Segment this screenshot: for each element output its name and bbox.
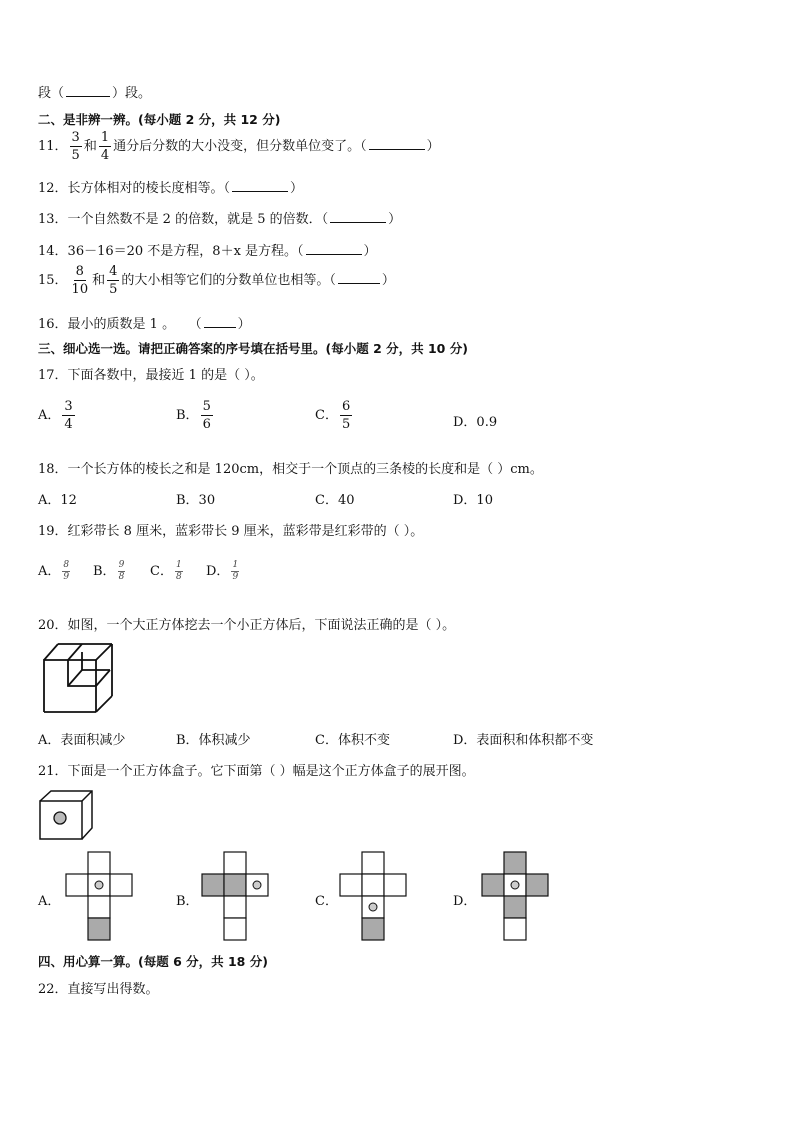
q20-option-b[interactable]: B．体积减少 [176,733,251,748]
net-option-d[interactable] [480,851,552,943]
continued-line: 段（ ）段。 [38,86,152,101]
q21-option-b-label[interactable]: B． [176,894,199,909]
cube-with-cutout-figure [38,640,120,716]
question-13: 13．一个自然数不是 2 的倍数，就是 5 的倍数．（ ） [38,212,402,227]
fraction: $\frac{1}{4}$ [100,130,110,163]
question-19: 19．红彩带长 8 厘米，蓝彩带长 9 厘米，蓝彩带是红彩带的（ ）。 [38,524,424,539]
q18-option-b[interactable]: B．30 [176,493,216,508]
net-option-b[interactable] [200,851,272,943]
q21-option-d-label[interactable]: D． [453,894,477,909]
q18-option-d[interactable]: D．10 [453,493,493,508]
q18-option-a[interactable]: A．12 [38,493,77,508]
cube-box-figure [38,790,94,840]
answer-blank[interactable] [330,210,386,223]
question-16: 16．最小的质数是 1 。 （ ） [38,317,251,332]
question-11: 11． $\frac{3}{5}$ 和 $\frac{1}{4}$ 通分后分数的大小没变，但分数单位变了。（ ） [38,130,440,163]
q17-option-a[interactable]: A． $\frac{3}{4}$ [38,399,73,432]
net-option-a[interactable] [64,851,136,943]
q19-option-d[interactable]: D． $\frac{1}{9}$ [206,560,239,582]
fraction: $\frac{8}{10}$ [71,264,89,297]
q18-option-c[interactable]: C．40 [315,493,355,508]
question-14: 14．36－16＝20 不是方程，8＋x 是方程。（ ） [38,244,377,259]
question-12: 12．长方体相对的棱长度相等。（ ） [38,181,304,196]
net-option-c[interactable] [338,851,410,943]
question-20: 20．如图，一个大正方体挖去一个小正方体后，下面说法正确的是（ ）。 [38,618,456,633]
q20-option-a[interactable]: A．表面积减少 [38,733,126,748]
section-4-heading: 四、用心算一算。(每题 6 分，共 18 分) [38,954,268,969]
q20-option-c[interactable]: C．体积不变 [315,733,390,748]
section-2-heading: 二、是非辨一辨。(每小题 2 分，共 12 分) [38,112,281,127]
answer-blank[interactable] [232,179,288,192]
question-17: 17．下面各数中，最接近 1 的是（ ）。 [38,368,264,383]
answer-blank[interactable] [66,84,110,97]
q19-option-a[interactable]: A． $\frac{8}{9}$ [38,560,70,582]
answer-blank[interactable] [204,315,236,328]
q17-option-d[interactable]: D．0.9 [453,415,498,430]
q20-option-d[interactable]: D．表面积和体积都不变 [453,733,594,748]
section-3-heading: 三、细心选一选。请把正确答案的序号填在括号里。(每小题 2 分，共 10 分) [38,341,468,356]
question-15: 15． $\frac{8}{10}$ 和 $\frac{4}{5}$ 的大小相等它们的分数单位也相等。（ ） [38,264,395,297]
q21-option-a-label[interactable]: A． [38,894,61,909]
answer-blank[interactable] [338,271,380,284]
fraction: $\frac{4}{5}$ [109,264,118,297]
q21-option-c-label[interactable]: C． [315,894,338,909]
fraction: $\frac{3}{5}$ [71,130,80,163]
q19-option-b[interactable]: B． $\frac{9}{8}$ [93,560,125,582]
question-22: 22．直接写出得数。 [38,982,159,997]
q17-option-b[interactable]: B． $\frac{5}{6}$ [176,399,211,432]
question-21: 21．下面是一个正方体盒子。它下面第（ ）幅是这个正方体盒子的展开图。 [38,764,475,779]
question-18: 18．一个长方体的棱长之和是 120cm，相交于一个顶点的三条棱的长度和是（ ）cm。 [38,462,543,477]
q19-option-c[interactable]: C． $\frac{1}{8}$ [150,560,182,582]
q17-option-c[interactable]: C． $\frac{6}{5}$ [315,399,351,432]
answer-blank[interactable] [369,137,425,150]
answer-blank[interactable] [306,242,362,255]
